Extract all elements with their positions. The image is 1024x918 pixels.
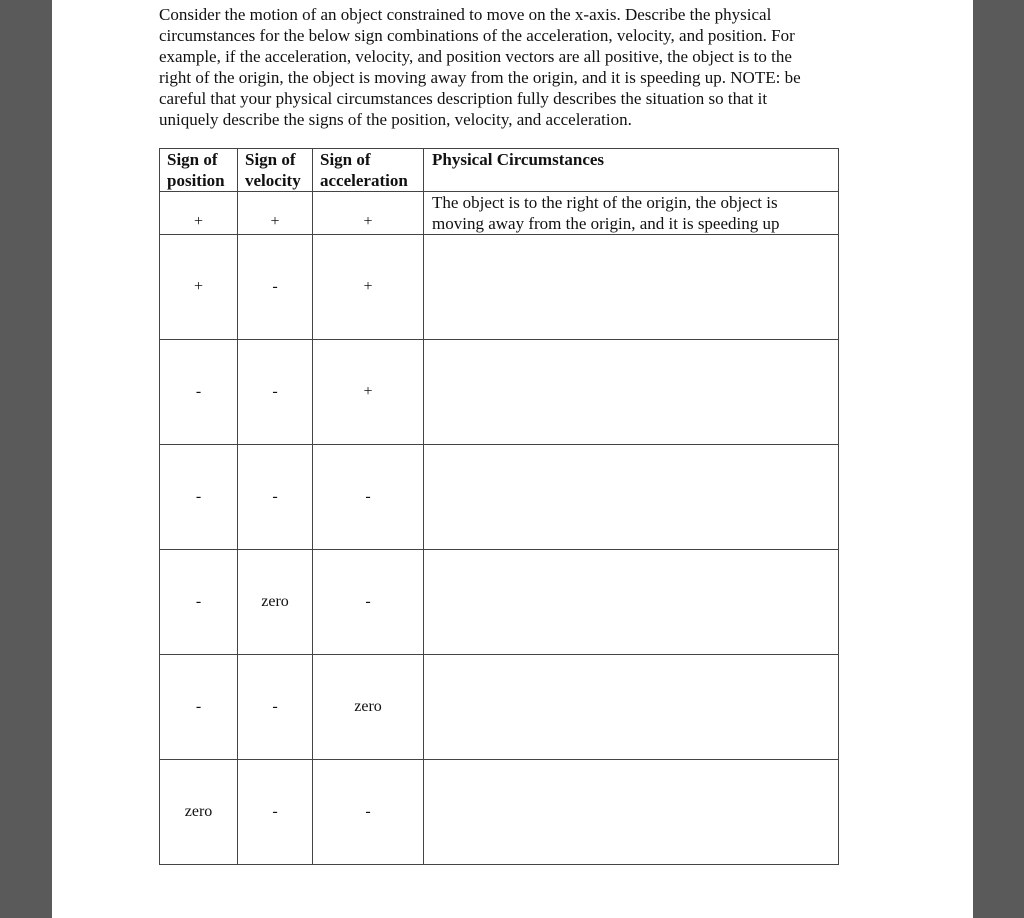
acceleration-cell [313,445,424,550]
velocity-sign: zero [261,593,289,610]
document-page [52,0,973,918]
velocity-cell [238,655,313,760]
acceleration-sign: zero [354,698,382,715]
acceleration-cell [313,550,424,655]
circumstances-answer-cell[interactable] [424,235,839,340]
circumstances-answer-cell[interactable] [424,760,839,865]
table-row [160,235,839,340]
acceleration-cell [313,760,424,865]
acceleration-sign: + [363,278,373,295]
header-physical-circumstances: Physical Circumstances [424,149,839,192]
table-row [160,655,839,760]
table-header-row [160,149,839,192]
velocity-cell [238,760,313,865]
velocity-sign: + [270,213,280,230]
acceleration-sign: + [363,383,373,400]
position-cell [160,192,238,235]
circumstances-answer-cell[interactable] [424,655,839,760]
velocity-cell [238,235,313,340]
example-row [160,192,839,235]
acceleration-sign: - [365,488,371,505]
position-cell [160,550,238,655]
position-cell [160,340,238,445]
acceleration-sign: - [365,593,371,610]
velocity-cell [238,445,313,550]
header-acceleration: Sign of acceleration [313,149,424,192]
table-row [160,445,839,550]
sign-table [159,148,839,865]
table-row [160,550,839,655]
velocity-cell [238,340,313,445]
circumstances-cell [424,192,839,235]
acceleration-cell [313,655,424,760]
position-sign: + [193,278,204,295]
velocity-sign: - [272,383,278,400]
position-sign: - [195,593,202,610]
position-sign: - [195,488,202,505]
acceleration-cell [313,192,424,235]
position-cell [160,235,238,340]
circumstances-answer-cell[interactable] [424,550,839,655]
header-position: Sign of position [160,149,238,192]
position-sign: zero [184,803,213,820]
position-cell [160,445,238,550]
velocity-sign: - [272,278,278,295]
velocity-sign: - [272,698,278,715]
problem-statement: Consider the motion of an object constrained to move on the x-axis. Describe the physical circumstances for the below sign combinations of the acceleration, velocity, and position. For example, if the acceleration, velocity, and position vectors are all positive, the object is to the right of the origin, the object is moving away from the origin, and it is speeding up. NOTE: be careful that your physical circumstances description fully describes the situation so that it uniquely describe the signs of the position, velocity, and acceleration. [159,5,801,129]
position-sign: - [195,383,202,400]
header-velocity: Sign of velocity [238,149,313,192]
circumstances-text: The object is to the right of the origin, the object is moving away from the origin, and it is speeding up [432,193,780,233]
circumstances-answer-cell[interactable] [424,340,839,445]
velocity-cell [238,550,313,655]
position-cell [160,655,238,760]
velocity-cell [238,192,313,235]
table-row [160,340,839,445]
position-cell [160,760,238,865]
acceleration-cell [313,235,424,340]
acceleration-cell [313,340,424,445]
table-row [160,760,839,865]
position-sign: + [193,213,204,230]
velocity-sign: - [272,488,278,505]
circumstances-answer-cell[interactable] [424,445,839,550]
acceleration-sign: - [365,803,371,820]
position-sign: - [195,698,202,715]
acceleration-sign: + [363,213,373,230]
velocity-sign: - [272,803,278,820]
